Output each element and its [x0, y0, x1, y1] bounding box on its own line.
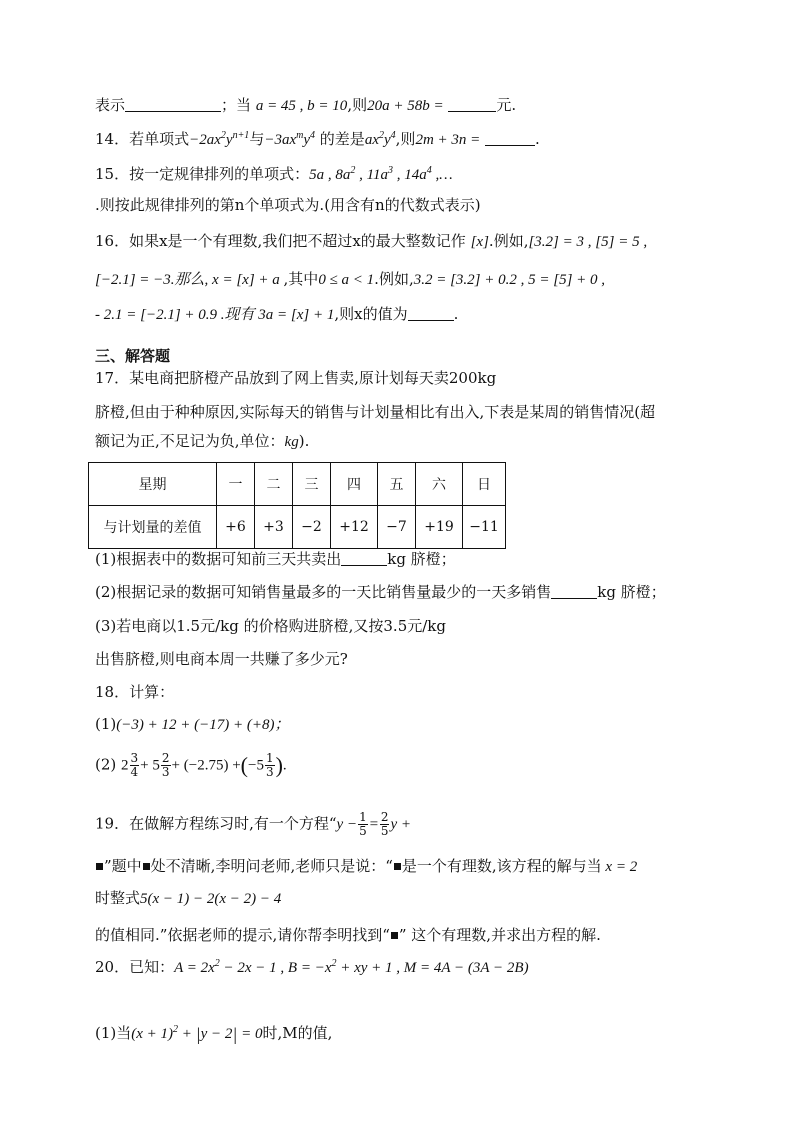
sales-table [88, 462, 506, 549]
table-cell: +3 [255, 506, 293, 549]
difference-monomial: $ax^2y^4$ [364, 130, 396, 148]
q16-line-1: 16．如果x是一个有理数,我们把不超过x的最大整数记作 [x].例如,[3.2] = 3 , [5] = 5 , [95, 232, 648, 250]
monomial-1: $-2ax^2y^{n+1}$ [189, 130, 250, 148]
definitions: $A = 2x^2 - 2x - 1$ , $B = -x^2$ + xy + 1 , M = 4A − (3A − 2B) [174, 958, 529, 976]
q19-line-1: 19．在做解方程练习时,有一个方程“y − $\frac{1}{5}$ = $\frac{2}{5}$ y + [95, 810, 411, 838]
table-cell: −7 [378, 506, 416, 549]
table-cell: +19 [416, 506, 463, 549]
q20-line-2: (1)当$(x + 1)^2 + |y - 2| = 0$时,M的值, [95, 1024, 333, 1044]
table-row [89, 463, 506, 506]
table-header-cell: 二 [255, 463, 293, 506]
monomial-2: $-3ax^my^4$ [264, 130, 316, 148]
table-cell: +12 [331, 506, 378, 549]
q17-sub-3: (3)若电商以1.5元/kg 的价格购进脐橙,又按3.5元/kg [95, 617, 446, 635]
q17-sub-2: (2)根据记录的数据可知销售量最多的一天比销售量最少的一天多销售 kg 脐橙； [95, 583, 666, 601]
answer-blank[interactable] [485, 131, 535, 146]
q15-line-2: .则按此规律排列的第n个单项式为.(用含有n的代数式表示) [95, 196, 481, 214]
section-heading: 三、解答题 [95, 347, 171, 365]
q13-line: 表示 ；当 a = 45 , b = 10,则20a + 58b = 元. [95, 96, 517, 114]
table-header-cell: 星期 [89, 463, 217, 506]
q16-line-2: [−2.1] = −3.那么, x = [x] + a ,其中0 ≤ a < 1.例如,3.2 = [3.2] + 0.2 , 5 = [5] + 0 , [95, 270, 606, 288]
q17-sub-1: (1)根据表中的数据可知前三天共卖出 kg 脐橙； [95, 550, 456, 568]
q19-line-2: ”题中 处不清晰,李明问老师,老师只是说：“ 是一个有理数,该方程的解与当 x = 2 [95, 855, 637, 878]
table-cell: −2 [293, 506, 331, 549]
example-floor: [3.2] = 3 , [5] = 5 , [528, 234, 648, 250]
table-row [89, 506, 506, 549]
equation: 3a = [x] + 1 [254, 307, 335, 323]
table-header-cell: 三 [293, 463, 331, 506]
q18-title: 18．计算： [95, 683, 175, 701]
table-cell: 与计划量的差值 [89, 506, 217, 549]
q17-sub-3-cont: 出售脐橙,则电商本周一共赚了多少元? [95, 650, 348, 668]
table-cell: +6 [217, 506, 255, 549]
table-header-cell: 日 [463, 463, 506, 506]
q17-line-2: 脐橙,但由于种种原因,实际每天的销售与计划量相比有出入,下表是某周的销售情况(超 [95, 403, 656, 421]
q14-line: 14．若单项式$-2ax^2y^{n+1}$与$-3ax^my^4$ 的差是$ax^2y^4$,则2m + 3n = . [95, 130, 540, 148]
decomposition: x = [x] + a [208, 272, 284, 288]
q16-line-3: - 2.1 = [−2.1] + 0.9 .现有 3a = [x] + 1,则x的值为 . [95, 305, 459, 323]
q20-line-1: 20．已知：$A = 2x^2 - 2x - 1$ , $B = -x^2$ + xy + 1 , M = 4A − (3A − 2B) [95, 958, 529, 976]
unclear-square-icon [96, 863, 103, 870]
unclear-square-icon [394, 863, 401, 870]
table-cell: −11 [463, 506, 506, 549]
table-header-cell: 六 [416, 463, 463, 506]
q19-line-3: 时整式5(x − 1) − 2(x − 2) − 4 [95, 889, 282, 907]
q15-line: 15．按一定规律排列的单项式：5a , $8a^2$ , $11a^3$ , $14a^4$ ,… [95, 165, 453, 183]
q18-sub-2: (2) 2 $\frac{3}{4}$ + 5 $\frac{2}{3}$ + (−2.75) +(−5 $\frac{1}{3}$ ). [95, 751, 287, 779]
answer-blank[interactable] [448, 97, 496, 112]
answer-blank[interactable] [341, 551, 387, 566]
unclear-square-icon [143, 863, 150, 870]
answer-blank[interactable] [125, 97, 221, 112]
unclear-square-icon [391, 932, 398, 939]
q17-line-3: 额记为正,不足记为负,单位：kg). [95, 432, 310, 450]
sequence: 5a , $8a^2$ , $11a^3$ , $14a^4$ ,… [309, 165, 453, 183]
q18-sub-1: (1)(−3) + 12 + (−17) + (+8)； [95, 715, 290, 733]
table-header-cell: 四 [331, 463, 378, 506]
condition: $(x + 1)^2 + |y - 2| = 0$ [131, 1024, 263, 1044]
table-header-cell: 一 [217, 463, 255, 506]
q17-line-1: 17．某电商把脐橙产品放到了网上售卖,原计划每天卖200kg [95, 369, 497, 387]
floor-notation: [x] [470, 234, 489, 250]
table-header-cell: 五 [378, 463, 416, 506]
answer-blank[interactable] [551, 584, 597, 599]
example-decomposition: 3.2 = [3.2] + 0.2 , 5 = [5] + 0 , [413, 272, 606, 288]
q19-line-4: 的值相同.”依据老师的提示,请你帮李明找到“ ” 这个有理数,并求出方程的解. [95, 926, 601, 944]
answer-blank[interactable] [408, 306, 454, 321]
